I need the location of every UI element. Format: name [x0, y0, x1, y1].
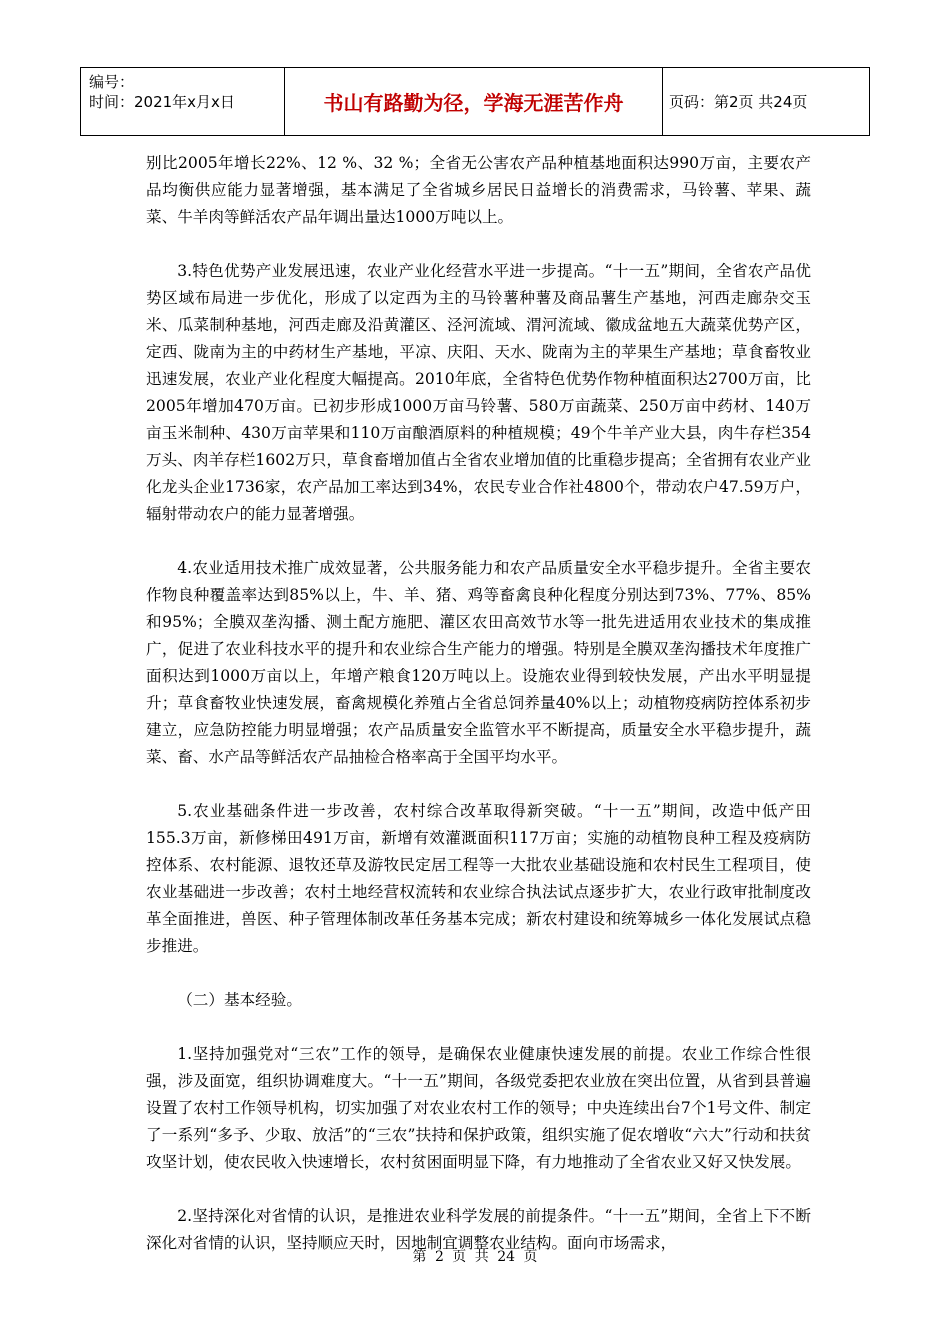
paragraph-item-3: 3.特色优势产业发展迅速，农业产业化经营水平进一步提高。“十一五”期间，全省农产品优势区域布局进一步优化，形成了以定西为主的马铃薯种薯及商品薯生产基地，河西走廊杂交玉米、瓜菜制种基地，河西走廊及沿黄灌区、泾河流域、渭河流域、徽成盆地五大蔬菜优势产区，定西、陇南为主的中药材生产基地，平凉、庆阳、天水、陇南为主的苹果生产基地；草食畜牧业迅速发展，农业产业化程度大幅提高。2010年底，全省特色优势作物种植面积达2700万亩，比2005年增加470万亩。已初步形成1000万亩马铃薯、580万亩蔬菜、250万亩中药材、140万亩玉米制种、430万亩苹果和110万亩酿酒原料的种植规模；49个牛羊产业大县，肉牛存栏354万头、肉羊存栏1602万只，草食畜增加值占全省农业增加值的比重稳步提高；全省拥有农业产业化龙头企业1736家，农产品加工率达到34%，农民专业合作社4800个，带动农户47.59万户，辐射带动农户的能力显著增强。 [146, 262, 811, 523]
paragraph-continuation: 别比2005年增长22%、12 %、32 %；全省无公害农产品种植基地面积达990万亩，主要农产品均衡供应能力显著增强，基本满足了全省城乡居民日益增长的消费需求，马铃薯、苹果、蔬菜、牛羊肉等鲜活农产品年调出量达1000万吨以上。 [146, 154, 811, 226]
document-body [146, 150, 811, 1284]
serial-label: 编号： [89, 73, 135, 91]
paragraph-item-4: 4.农业适用技术推广成效显著，公共服务能力和农产品质量安全水平稳步提升。全省主要农作物良种覆盖率达到85%以上，牛、羊、猪、鸡等畜禽良种化程度分别达到73%、77%、85%和95%；全膜双垄沟播、测土配方施肥、灌区农田高效节水等一批先进适用农业技术的集成推广，促进了农业科技水平的提升和农业综合生产能力的增强。特别是全膜双垄沟播技术年度推广面积达到1000万亩以上，年增产粮食120万吨以上。设施农业得到较快发展，产出水平明显提升；草食畜牧业快速发展，畜禽规模化养殖占全省总饲养量40%以上；动植物疫病防控体系初步建立，应急防控能力明显增强；农产品质量安全监管水平不断提高，质量安全水平稳步提升，蔬菜、畜、水产品等鲜活农产品抽检合格率高于全国平均水平。 [146, 559, 811, 766]
header-table [80, 67, 870, 136]
header-motto-cell [285, 68, 663, 135]
page-info: 页码：第2页 共24页 [669, 93, 808, 111]
date-line: 时间：2021年x月x日 [89, 93, 235, 111]
motto: 书山有路勤为径，学海无涯苦作舟 [323, 91, 624, 115]
paragraph-experience-1: 1.坚持加强党对“三农”工作的领导，是确保农业健康快速发展的前提。农业工作综合性很强，涉及面宽，组织协调难度大。“十一五”期间，各级党委把农业放在突出位置，从省到县普遍设置了农村工作领导机构，切实加强了对农业农村工作的领导；中央连续出台7个1号文件、制定了一系列“多予、少取、放活”的“三农”扶持和保护政策，组织实施了促农增收“六大”行动和扶贫攻坚计划，使农民收入快速增长，农村贫困面明显下降，有力地推动了全省农业又好又快发展。 [146, 1045, 811, 1171]
paragraph-item-5: 5.农业基础条件进一步改善，农村综合改革取得新突破。“十一五”期间，改造中低产田155.3万亩，新修梯田491万亩，新增有效灌溉面积117万亩；实施的动植物良种工程及疫病防控体系、农村能源、退牧还草及游牧民定居工程等一大批农业基础设施和农村民生工程项目，使农业基础进一步改善；农村土地经营权流转和农业综合执法试点逐步扩大，农业行政审批制度改革全面推进，兽医、种子管理体制改革任务基本完成；新农村建设和统筹城乡一体化发展试点稳步推进。 [146, 802, 811, 955]
paragraph-experience-2: 2.坚持深化对省情的认识，是推进农业科学发展的前提条件。“十一五”期间，全省上下不断深化对省情的认识，坚持顺应天时，因地制宜调整农业结构。面向市场需求， [146, 1207, 811, 1252]
section-heading: （二）基本经验。 [177, 991, 302, 1009]
header-meta [81, 68, 285, 135]
page-footer: 第 2 页 共 24 页 [412, 1249, 538, 1265]
